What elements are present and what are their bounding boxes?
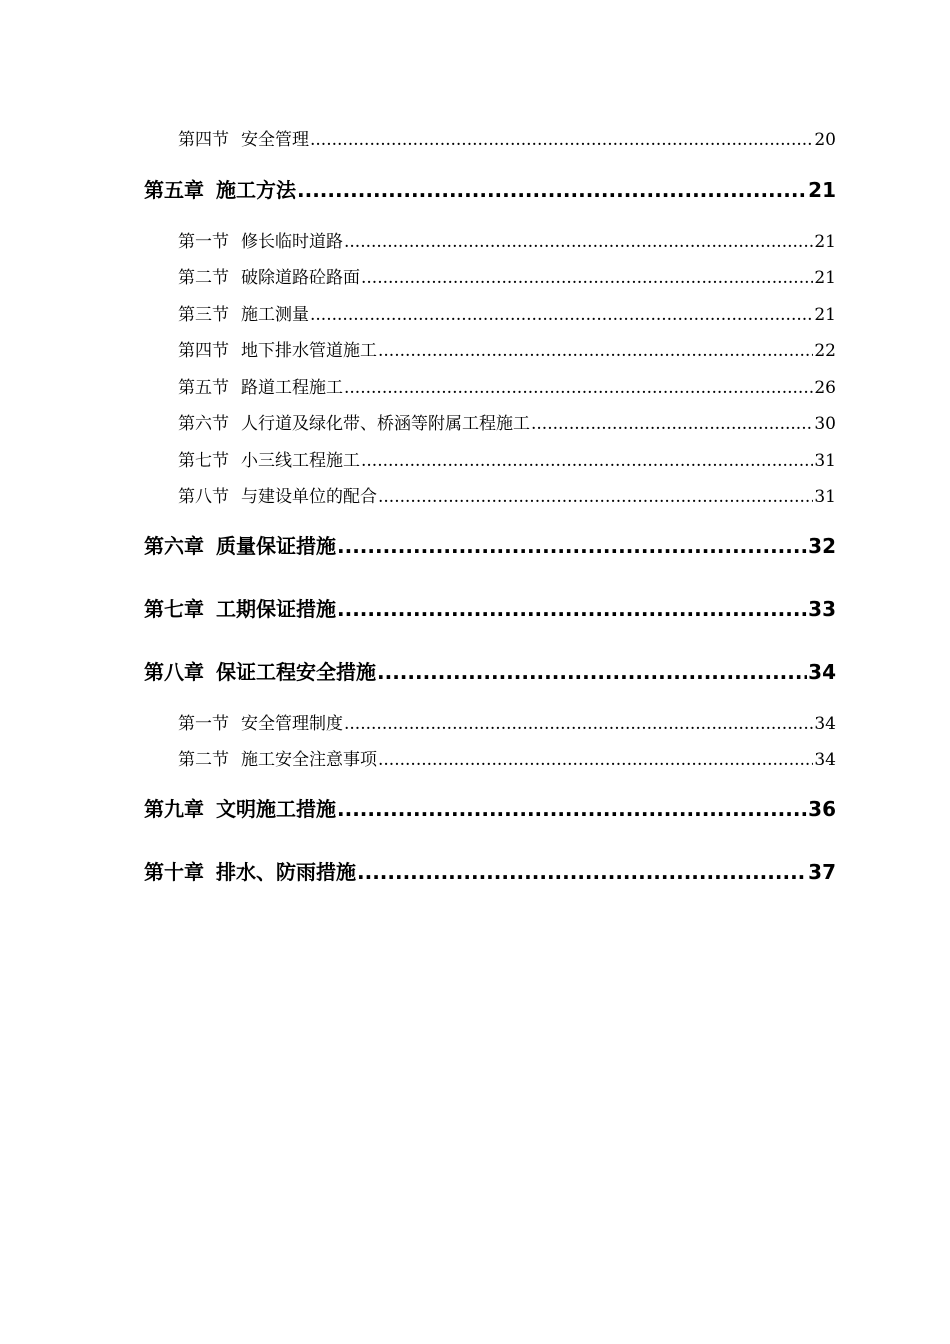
- toc-entry-label: [144, 174, 296, 203]
- toc-dot-leader: [357, 860, 807, 884]
- toc-entry[interactable]: [144, 530, 836, 559]
- toc-entry-label: [178, 446, 360, 471]
- toc-entry-title: 安全管理制度: [241, 714, 343, 734]
- toc-entry-number: 第三节: [178, 305, 229, 325]
- toc-dot-leader: [337, 597, 807, 621]
- toc-entry-page: 21: [808, 178, 836, 202]
- toc-dot-leader: [337, 797, 807, 821]
- toc-entry-title: 破除道路砼路面: [241, 268, 360, 288]
- toc-entry-page: 31: [814, 487, 836, 507]
- toc-entry-label: [178, 373, 343, 398]
- toc-entry[interactable]: [178, 300, 836, 325]
- toc-dot-leader: [344, 714, 813, 734]
- toc-entry-label: [178, 300, 309, 325]
- toc-entry[interactable]: [178, 263, 836, 288]
- toc-entry[interactable]: [178, 125, 836, 150]
- toc-entry-page: 33: [808, 597, 836, 621]
- toc-entry[interactable]: [178, 336, 836, 361]
- toc-dot-leader: [378, 341, 813, 361]
- toc-dot-leader: [377, 660, 807, 684]
- toc-entry[interactable]: [178, 482, 836, 507]
- toc-entry-number: 第四节: [178, 341, 229, 361]
- toc-entry-number: 第五节: [178, 378, 229, 398]
- toc-entry-number: 第四节: [178, 130, 229, 150]
- toc-entry-title: 地下排水管道施工: [241, 341, 377, 361]
- toc-dot-leader: [337, 534, 807, 558]
- toc-entry[interactable]: [144, 593, 836, 622]
- toc-dot-leader: [297, 178, 807, 202]
- toc-entry-title: 小三线工程施工: [241, 451, 360, 471]
- toc-entry-label: [178, 409, 530, 434]
- toc-entry-label: [144, 793, 336, 822]
- toc-entry-page: 34: [814, 714, 836, 734]
- toc-entry-title: 工期保证措施: [216, 597, 336, 621]
- toc-entry-page: 31: [814, 451, 836, 471]
- toc-entry-label: [178, 227, 343, 252]
- toc-entry-label: [178, 336, 377, 361]
- toc-entry-page: 21: [814, 305, 836, 325]
- toc-entry-title: 路道工程施工: [241, 378, 343, 398]
- toc-entry-page: 20: [814, 130, 836, 150]
- toc-dot-leader: [361, 268, 813, 288]
- toc-entry-number: 第十章: [144, 860, 204, 884]
- toc-entry-page: 21: [814, 232, 836, 252]
- toc-dot-leader: [344, 378, 813, 398]
- toc-entry-number: 第六节: [178, 414, 229, 434]
- toc-entry-title: 人行道及绿化带、桥涵等附属工程施工: [241, 414, 530, 434]
- toc-entry-number: 第二节: [178, 268, 229, 288]
- toc-entry-number: 第二节: [178, 750, 229, 770]
- toc-entry-number: 第八章: [144, 660, 204, 684]
- toc-entry[interactable]: [178, 409, 836, 434]
- toc-entry-label: [178, 263, 360, 288]
- toc-entry-title: 与建设单位的配合: [241, 487, 377, 507]
- toc-entry-title: 施工测量: [241, 305, 309, 325]
- toc-entry-page: 22: [814, 341, 836, 361]
- toc-entry-number: 第七章: [144, 597, 204, 621]
- toc-entry-number: 第五章: [144, 178, 204, 202]
- toc-dot-leader: [361, 451, 813, 471]
- toc-entry-page: 21: [814, 268, 836, 288]
- toc-entry-page: 30: [814, 414, 836, 434]
- toc-entry-number: 第一节: [178, 232, 229, 252]
- toc-entry-label: [178, 745, 377, 770]
- toc-entry-title: 施工方法: [216, 178, 296, 202]
- toc-entry-page: 32: [808, 534, 836, 558]
- toc-entry-page: 36: [808, 797, 836, 821]
- toc-entry[interactable]: [178, 446, 836, 471]
- toc-entry-number: 第九章: [144, 797, 204, 821]
- toc-entry[interactable]: [144, 174, 836, 203]
- toc-entry[interactable]: [178, 373, 836, 398]
- toc-dot-leader: [310, 305, 813, 325]
- toc-entry-label: [144, 856, 356, 885]
- toc-entry-page: 34: [814, 750, 836, 770]
- toc-entry[interactable]: [144, 656, 836, 685]
- toc-entry-title: 安全管理: [241, 130, 309, 150]
- toc-dot-leader: [378, 750, 813, 770]
- toc-entry-label: [178, 125, 309, 150]
- toc-entry-title: 文明施工措施: [216, 797, 336, 821]
- toc-entry-number: 第六章: [144, 534, 204, 558]
- toc-entry-number: 第七节: [178, 451, 229, 471]
- toc-entry-title: 保证工程安全措施: [216, 660, 376, 684]
- toc-entry-label: [144, 656, 376, 685]
- toc-entry[interactable]: [178, 709, 836, 734]
- toc-entry[interactable]: [178, 227, 836, 252]
- toc-entry-label: [144, 530, 336, 559]
- toc-entry-number: 第一节: [178, 714, 229, 734]
- toc-entry-title: 质量保证措施: [216, 534, 336, 558]
- toc-entry-label: [144, 593, 336, 622]
- toc-entry-page: 37: [808, 860, 836, 884]
- toc-entry[interactable]: [144, 793, 836, 822]
- toc-entry-label: [178, 709, 343, 734]
- toc-entry[interactable]: [178, 745, 836, 770]
- toc-entry-title: 施工安全注意事项: [241, 750, 377, 770]
- toc-entry-label: [178, 482, 377, 507]
- toc-dot-leader: [344, 232, 813, 252]
- toc-dot-leader: [378, 487, 813, 507]
- toc-entry-title: 排水、防雨措施: [216, 860, 356, 884]
- toc-entry-title: 修长临时道路: [241, 232, 343, 252]
- toc-dot-leader: [310, 130, 813, 150]
- toc-dot-leader: [531, 414, 813, 434]
- toc-entry-page: 26: [814, 378, 836, 398]
- toc-entry-number: 第八节: [178, 487, 229, 507]
- toc-entry[interactable]: [144, 856, 836, 885]
- toc-entry-page: 34: [808, 660, 836, 684]
